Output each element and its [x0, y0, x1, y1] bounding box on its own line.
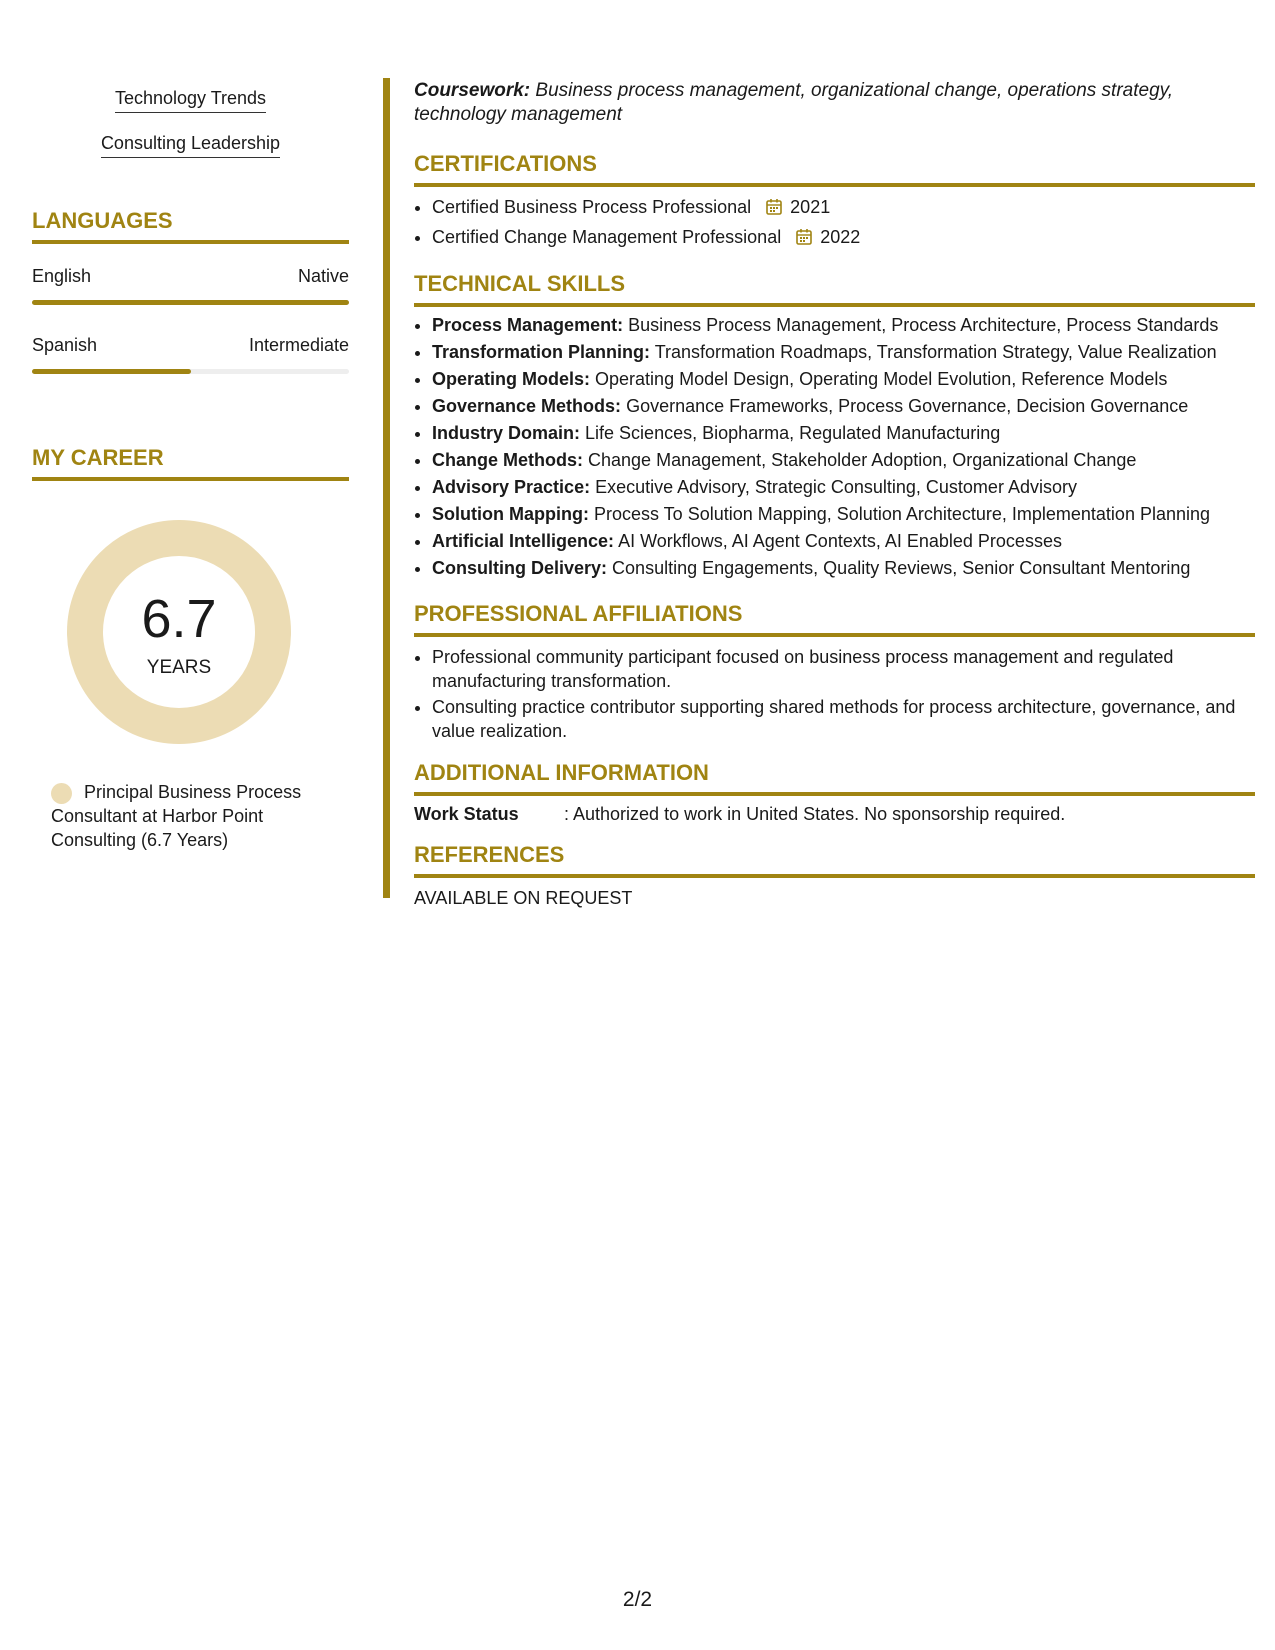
section-title: LANGUAGES	[32, 208, 173, 233]
section-title: ADDITIONAL INFORMATION	[414, 760, 709, 785]
certification-item	[432, 193, 1255, 223]
section-divider	[414, 183, 1255, 187]
coursework	[414, 79, 1255, 127]
language-level: Native	[297, 266, 349, 286]
certification-year: 2021	[790, 197, 831, 217]
section-title: MY CAREER	[32, 445, 164, 470]
skill-item	[432, 528, 1255, 555]
skill-label: Operating Models:	[432, 369, 591, 389]
skill-values: Process To Solution Mapping, Solution Architecture, Implementation Planning	[593, 504, 1211, 524]
certifications-section	[414, 151, 1255, 253]
skills-section	[414, 271, 1255, 582]
section-divider	[414, 874, 1255, 878]
coursework-label: Coursework:	[414, 80, 531, 101]
language-name: English	[32, 266, 92, 286]
skill-values: Governance Frameworks, Process Governance, Decision Governance	[626, 396, 1189, 416]
skill-item	[432, 447, 1255, 474]
dot-icon	[51, 783, 72, 804]
interest-tag: Consulting Leadership	[101, 133, 280, 158]
section-divider	[414, 792, 1255, 796]
main-content	[383, 78, 1255, 908]
skill-label: Consulting Delivery:	[432, 558, 608, 578]
section-title: CERTIFICATIONS	[414, 151, 597, 176]
skill-values: Business Process Management, Process Architecture, Process Standards	[628, 315, 1219, 335]
career-item-text: Principal Business Process Consultant at Harbor Point Consulting (6.7 Years)	[51, 782, 302, 850]
skill-label: Transformation Planning:	[432, 342, 651, 362]
section-title: PROFESSIONAL AFFILIATIONS	[414, 601, 743, 626]
career-years: 6.7	[141, 589, 217, 649]
affiliations-section	[414, 601, 1255, 743]
career-unit: YEARS	[146, 657, 212, 678]
skill-item	[432, 474, 1255, 501]
additional-section	[414, 760, 1255, 825]
skill-label: Process Management:	[432, 315, 624, 335]
references-text: AVAILABLE ON REQUEST	[414, 888, 633, 908]
language-level: Intermediate	[248, 335, 349, 355]
certification-item	[432, 223, 1255, 253]
work-status-label: Work Status	[414, 804, 519, 824]
career-donut	[67, 520, 291, 744]
skill-item	[432, 555, 1255, 582]
languages-section	[32, 208, 349, 374]
language-item	[32, 335, 349, 374]
skill-values: Life Sciences, Biopharma, Regulated Manufacturing	[585, 423, 1001, 443]
skill-label: Governance Methods:	[432, 396, 622, 416]
language-bar-fill	[32, 369, 191, 374]
skill-item	[432, 339, 1255, 366]
language-name: Spanish	[32, 335, 98, 355]
certification-name: Certified Business Process Professional	[432, 197, 752, 217]
page-number: 2/2	[622, 1588, 653, 1611]
coursework-text: Business process management, organizational change, operations strategy, technology management	[414, 80, 1173, 125]
skill-values: Operating Model Design, Operating Model Evolution, Reference Models	[595, 369, 1168, 389]
skill-item	[432, 312, 1255, 339]
skill-label: Advisory Practice:	[432, 477, 591, 497]
affiliation-item: • Professional community participant focused on business process management and regulated manufacturing transformation.	[432, 645, 1255, 693]
skill-values: Consulting Engagements, Quality Reviews, Senior Consultant Mentoring	[612, 558, 1191, 578]
section-divider	[32, 240, 349, 244]
references-section	[414, 842, 1255, 909]
skill-label: Change Methods:	[432, 450, 583, 470]
career-section	[32, 445, 349, 852]
work-status-value: : Authorized to work in United States. No sponsorship required.	[564, 804, 1066, 824]
section-title: TECHNICAL SKILLS	[414, 271, 626, 296]
interest-tag: Technology Trends	[115, 88, 266, 113]
calendar-icon	[766, 195, 782, 223]
sidebar	[32, 80, 349, 852]
career-item	[32, 780, 349, 852]
skill-label: Artificial Intelligence:	[432, 531, 615, 551]
skill-label: Industry Domain:	[432, 423, 581, 443]
interests	[32, 80, 349, 170]
section-divider	[414, 633, 1255, 637]
section-divider	[32, 477, 349, 481]
section-title: REFERENCES	[414, 842, 565, 867]
work-status-row	[414, 804, 1255, 825]
language-item	[32, 266, 349, 305]
skill-values: Change Management, Stakeholder Adoption, Organizational Change	[588, 450, 1137, 470]
certification-year: 2022	[820, 227, 861, 247]
skill-item	[432, 420, 1255, 447]
language-bar-fill	[32, 300, 349, 305]
skill-values: Transformation Roadmaps, Transformation Strategy, Value Realization	[654, 342, 1217, 362]
section-divider	[414, 303, 1255, 307]
skill-values: Executive Advisory, Strategic Consulting, Customer Advisory	[595, 477, 1077, 497]
certification-name: Certified Change Management Professional	[432, 227, 782, 247]
skill-item	[432, 393, 1255, 420]
language-bar	[32, 369, 349, 374]
skill-values: AI Workflows, AI Agent Contexts, AI Enabled Processes	[618, 531, 1062, 551]
language-bar	[32, 300, 349, 305]
calendar-icon	[796, 225, 812, 253]
skill-item	[432, 501, 1255, 528]
affiliation-item: • Consulting practice contributor supporting shared methods for process architecture, governance, and value realization.	[432, 695, 1255, 743]
skill-item	[432, 366, 1255, 393]
skill-label: Solution Mapping:	[432, 504, 589, 524]
